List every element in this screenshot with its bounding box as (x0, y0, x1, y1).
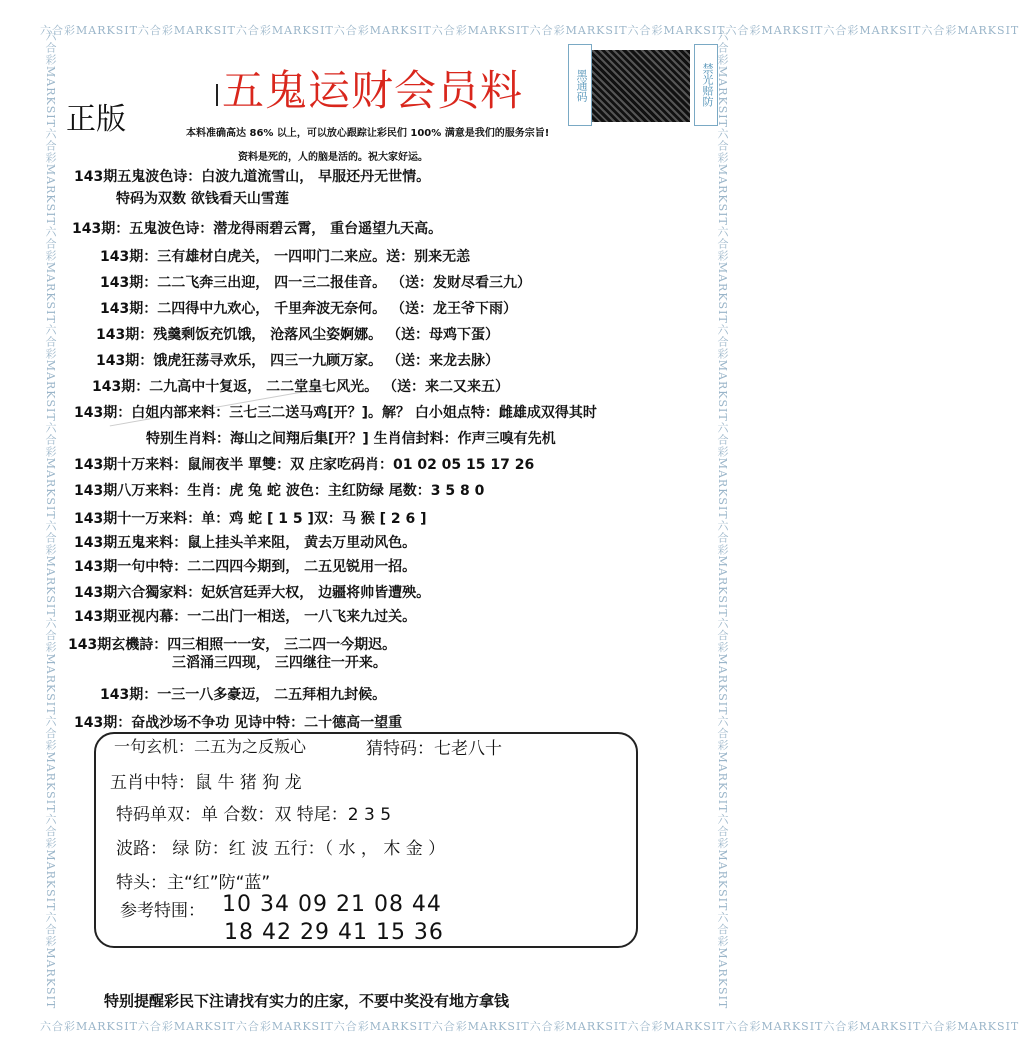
line-shiyiwan: 143期十一万来料：单：鸡 蛇 [ 1 5 ]双：马 猴 [ 2 6 ] (74, 511, 427, 527)
line-tema-shuangshu: 特码为双数 欲钱看天山雪莲 (116, 191, 289, 207)
line-shengxiao: 特别生肖料：海山之间翔后集[开？] 生肖信封料：作声三嗅有先机 (146, 431, 556, 447)
line-baijie: 143期：白姐内部来料：三七三二送马鸡[开？]。解？ 白小姐点特：雌雄成双得其时 (74, 405, 597, 421)
line-bawan: 143期八万来料：生肖：虎 兔 蛇 波色：主红防绿 尾数：3 5 8 0 (74, 483, 485, 499)
line-haomai: 143期：一三一八多豪迈， 二五拜相九封候。 (100, 687, 387, 703)
box-caite: 猜特码：七老八十 (366, 739, 502, 759)
box-bolu: 波路： 绿 防：红 波 五行：（ 水 ， 木 金 ） (116, 839, 446, 859)
box-wuxiao: 五肖中特：鼠 牛 猪 狗 龙 (110, 773, 302, 793)
bottom-border-pattern: 六合彩MARKSIT六合彩MARKSIT六合彩MARKSIT六合彩MARKSIT六合彩MARKSIT六合彩MARKSIT六合彩MARKSIT六合彩MARKSIT六合彩MARKSIT六合彩MARKSIT (40, 1020, 1019, 1033)
right-border-pattern: 六合彩MARKSIT六合彩MARKSIT六合彩MARKSIT六合彩MARKSIT六合彩MARKSIT六合彩MARKSIT六合彩MARKSIT六合彩MARKSIT六合彩MARKSIT六合彩MARKSIT (716, 30, 729, 1010)
box-yiju-xuanji: 一句玄机：二五为之反叛心 (114, 737, 307, 756)
line-xuanji-1: 143期玄機詩：四三相照一一安， 三二四一今期迟。 (68, 637, 397, 653)
box-number-row-2: 18 42 29 41 15 36 (224, 920, 444, 945)
line-cangeng: 143期：残羹剩饭充饥饿， 沧落风尘姿婀娜。 （送：母鸡下蛋） (96, 327, 499, 343)
line-wugui-bose: 143期五鬼波色诗：白波九道流雪山， 早服还丹无世情。 (74, 169, 431, 185)
line-yashi: 143期亚视内幕：一二出门一相送， 一八飞来九过关。 (74, 609, 417, 625)
line-jiugao: 143期：二九高中十复返， 二二堂皇七风光。 （送：来二又来五） (92, 379, 509, 395)
footer-notice: 特别提醒彩民下注请找有实力的庄家，不要中奖没有地方拿钱 (104, 992, 510, 1010)
subtitle-luck: 资料是死的，人的脑是活的。祝大家好运。 (238, 152, 428, 163)
subtitle-accuracy: 本料准确高达 86% 以上，可以放心跟踪让彩民们 100% 满意是我们的服务宗旨! (186, 128, 550, 139)
box-danshuang: 特码单双：单 合数：双 特尾：2 3 5 (116, 805, 392, 825)
page-title: 五鬼运财会员料 (222, 66, 524, 115)
line-xuanji-2: 三滔涌三四现， 三四继往一开来。 (172, 655, 387, 671)
line-fenzhan: 143期：奋战沙场不争功 见诗中特：二十德高一望重 (74, 715, 403, 731)
line-liuhe-dujia: 143期六合獨家料：妃妖宫廷弄大权， 边疆将帅皆遭殃。 (74, 585, 431, 601)
line-qianlong: 143期：五鬼波色诗：潜龙得雨碧云霄， 重台遥望九天高。 (72, 221, 443, 237)
line-jiuhuanxin: 143期：二四得中九欢心， 千里奔波无奈何。 （送：龙王爷下雨） (100, 301, 517, 317)
edition-label: 正版 (66, 102, 126, 137)
title-bar-mark (216, 84, 218, 106)
line-baihu: 143期：三有雄材白虎关， 一四叩门二来应。送：别来无恙 (100, 249, 471, 265)
box-cankao-label: 参考特围： (120, 901, 205, 921)
box-tetou: 特头：主“红”防“蓝” (116, 873, 271, 893)
stamp-left: 黑通码 (568, 44, 592, 126)
line-shiwan: 143期十万来料：鼠闹夜半 單雙：双 庄家吃码肖：01 02 05 15 17 26 (74, 457, 535, 473)
line-ehu: 143期：饿虎狂荡寻欢乐， 四三一九顾万家。 （送：来龙去脉） (96, 353, 499, 369)
box-number-row-1: 10 34 09 21 08 44 (222, 892, 442, 917)
line-wugui-lailiao: 143期五鬼来料：鼠上挂头羊来阻， 黄去万里动风色。 (74, 535, 417, 551)
stamp-right: 禁光赔防 (694, 44, 718, 126)
line-feiben: 143期：二二飞奔三出迎， 四一三二报佳音。 （送：发财尽看三九） (100, 275, 531, 291)
left-border-pattern: 六合彩MARKSIT六合彩MARKSIT六合彩MARKSIT六合彩MARKSIT六合彩MARKSIT六合彩MARKSIT六合彩MARKSIT六合彩MARKSIT六合彩MARKSIT六合彩MARKSIT (44, 30, 57, 1010)
qr-code-image (592, 50, 690, 122)
line-yiju-zhongte: 143期一句中特：二二四四今期到， 二五见锐用一招。 (74, 559, 417, 575)
top-border-pattern: 六合彩MARKSIT六合彩MARKSIT六合彩MARKSIT六合彩MARKSIT六合彩MARKSIT六合彩MARKSIT六合彩MARKSIT六合彩MARKSIT六合彩MARKSIT六合彩MARKSIT (40, 24, 1019, 37)
